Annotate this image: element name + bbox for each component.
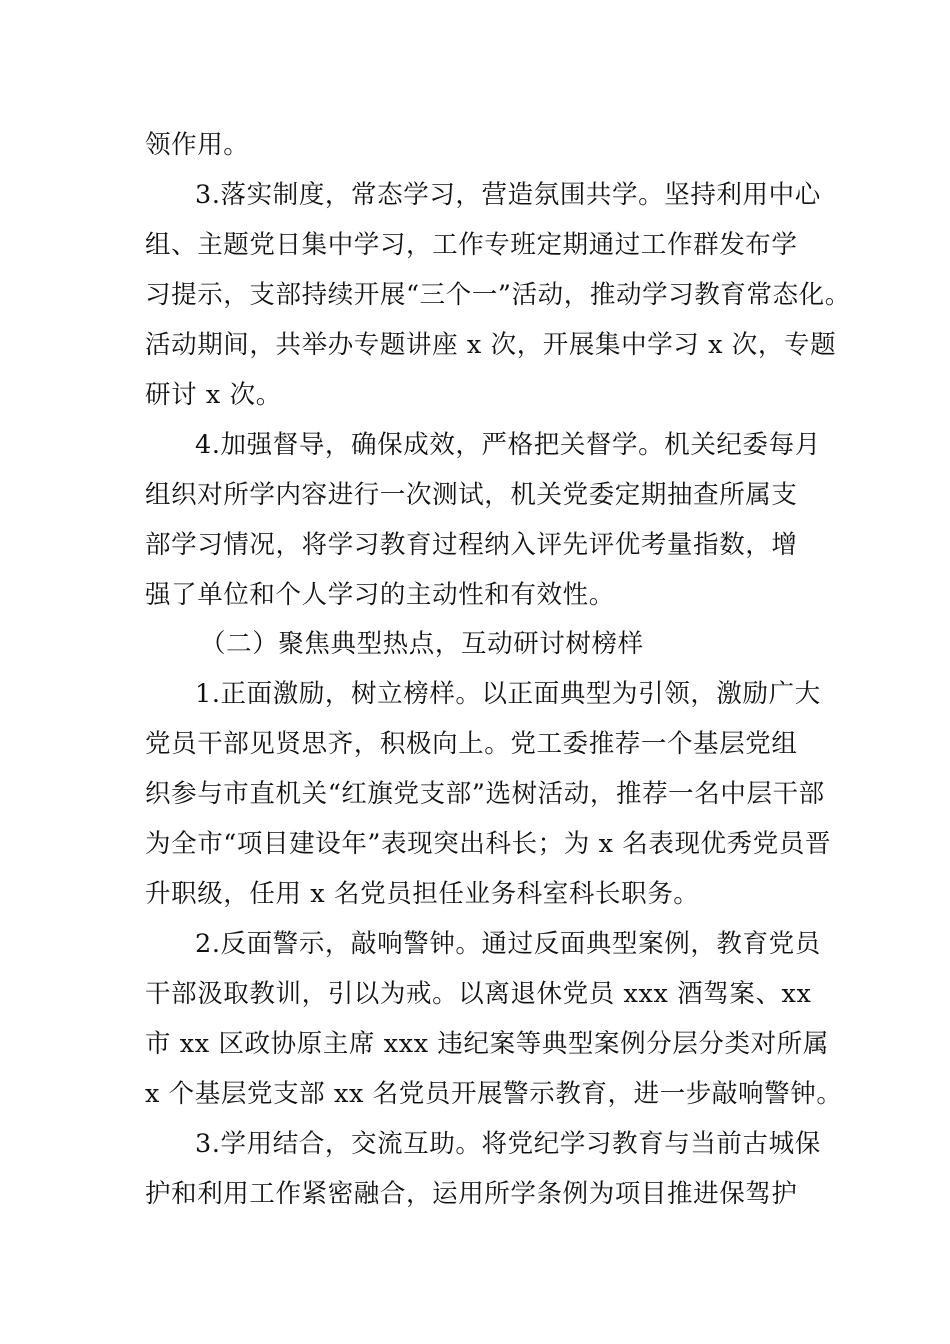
text-line: 组织对所学内容进行一次测试，机关党委定期抽查所属支: [145, 480, 798, 510]
text-line: 市 xx 区政协原主席 xxx 违纪案等典型案例分层分类对所属: [145, 1029, 829, 1059]
text-line: x 个基层党支部 xx 名党员开展警示教育，进一步敲响警钟。: [145, 1079, 843, 1109]
text-line: 领作用。: [145, 130, 250, 160]
paragraph-heading-4: 4.加强督导，确保成效，严格把关督学。机关纪委每月: [195, 430, 821, 460]
text-line: 习提示，支部持续开展“三个一”活动，推动学习教育常态化。: [145, 280, 851, 310]
section-heading-2: （二）聚焦典型热点，互动研讨树榜样: [200, 629, 644, 659]
paragraph-heading-3: 3.落实制度，常态学习，营造氛围共学。坚持利用中心: [195, 180, 821, 210]
text-line: 活动期间，共举办专题讲座 x 次，开展集中学习 x 次，专题: [145, 330, 837, 360]
text-line: 党员干部见贤思齐，积极向上。党工委推荐一个基层党组: [145, 729, 798, 759]
paragraph-heading-2: 2.反面警示，敲响警钟。通过反面典型案例，教育党员: [195, 929, 821, 959]
text-line: 干部汲取教训，引以为戒。以离退休党员 xxx 酒驾案、xx: [145, 979, 812, 1009]
text-line: 组、主题党日集中学习，工作专班定期通过工作群发布学: [145, 230, 798, 260]
text-line: 为全市“项目建设年”表现突出科长；为 x 名表现优秀党员晋: [145, 829, 832, 859]
text-line: 强了单位和个人学习的主动性和有效性。: [145, 580, 615, 610]
text-line: 织参与市直机关“红旗党支部”选树活动，推荐一名中层干部: [145, 779, 825, 809]
paragraph-heading-3b: 3.学用结合，交流互助。将党纪学习教育与当前古城保: [195, 1129, 821, 1159]
text-line: 升职级，任用 x 名党员担任业务科室科长职务。: [145, 879, 700, 909]
paragraph-heading-1: 1.正面激励，树立榜样。以正面典型为引领，激励广大: [195, 679, 821, 709]
text-line: 研讨 x 次。: [145, 380, 282, 410]
text-line: 部学习情况，将学习教育过程纳入评先评优考量指数，增: [145, 530, 798, 560]
text-line: 护和利用工作紧密融合，运用所学条例为项目推进保驾护: [145, 1179, 798, 1209]
